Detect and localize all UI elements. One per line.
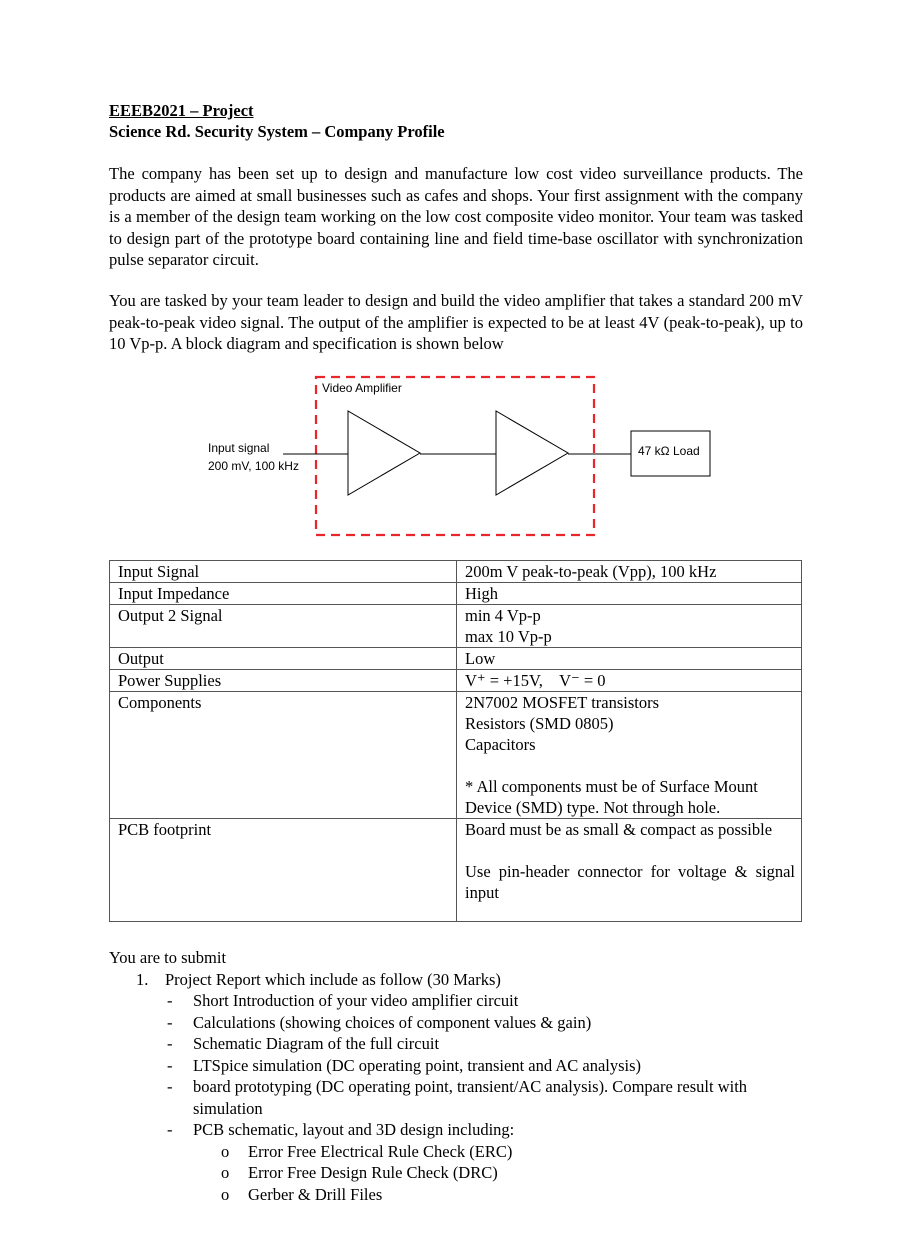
sub-list-item	[109, 1141, 809, 1163]
bullet-text: Schematic Diagram of the full circuit	[193, 1034, 440, 1053]
spacer	[465, 755, 795, 776]
list-intro: You are to submit	[109, 948, 227, 967]
block-diagram	[0, 365, 909, 545]
bullet-text: Calculations (showing choices of component values & gain)	[193, 1012, 592, 1032]
spec-param: Input Signal	[110, 561, 457, 583]
bullet-text: Short Introduction of your video amplifier circuit	[193, 991, 519, 1010]
circle-bullet-icon: o	[221, 1141, 230, 1161]
table-row	[110, 692, 802, 819]
spec-value-line: 2N7002 MOSFET transistors	[465, 693, 660, 712]
spec-value: 200m V peak-to-peak (Vpp), 100 kHz	[457, 561, 802, 583]
spec-param: Power Supplies	[110, 670, 457, 692]
sub-list-item	[109, 1184, 809, 1206]
spec-value-line: Resistors (SMD 0805)	[465, 714, 614, 733]
table-row	[110, 648, 802, 670]
dash-marker: -	[167, 1120, 173, 1139]
dash-marker: -	[167, 1077, 173, 1096]
list-item	[109, 1055, 809, 1077]
company-paragraph: The company has been set up to design and manufacture low cost video surveillance products. The products are aimed at small businesses such as cafes and shops. Your first assignment with the company is a member of the design team working on the low cost composite video monitor. Your team was tasked to design part of the prototype board containing line and field time-base oscillator with synchronization pulse separator circuit.	[109, 164, 803, 270]
video-amplifier-label: Video Amplifier	[322, 381, 402, 395]
spec-value-line: Board must be as small & compact as possible	[465, 820, 773, 839]
specification-table	[109, 560, 802, 922]
spec-param: Components	[110, 692, 457, 819]
circle-bullet-icon: o	[221, 1163, 230, 1182]
spec-value: V⁺ = +15V, V⁻ = 0	[457, 670, 802, 692]
list-item	[109, 1012, 809, 1034]
table-row	[110, 670, 802, 692]
dash-marker: -	[167, 1055, 173, 1075]
spec-value-line: Capacitors	[465, 735, 536, 754]
submission-list	[109, 947, 809, 1205]
list-number: 1.	[136, 969, 149, 989]
spec-value-line: * All components must be of Surface Mount Device (SMD) type. Not through hole.	[465, 777, 758, 817]
amplifier-stage-2	[496, 411, 568, 495]
spec-param: PCB footprint	[110, 819, 457, 922]
list-item	[109, 990, 809, 1012]
table-row	[110, 583, 802, 605]
document-title: Science Rd. Security System – Company Profile	[109, 122, 445, 141]
spec-value	[457, 605, 802, 648]
sub-bullet-text: Error Free Electrical Rule Check (ERC)	[248, 1141, 513, 1161]
dash-marker: -	[167, 991, 173, 1010]
list-item	[109, 1076, 809, 1119]
course-heading: EEEB2021 – Project	[109, 101, 254, 120]
sub-list-item	[109, 1162, 809, 1184]
dash-marker: -	[167, 1012, 173, 1032]
spec-param: Output	[110, 648, 457, 670]
spec-value	[457, 819, 802, 922]
sub-bullet-text: Error Free Design Rule Check (DRC)	[248, 1163, 498, 1182]
table-row	[110, 561, 802, 583]
list-item	[109, 969, 809, 991]
bullet-text: PCB schematic, layout and 3D design including:	[193, 1120, 515, 1139]
dash-marker: -	[167, 1034, 173, 1053]
spacer	[465, 840, 795, 861]
spec-value-line: min 4 Vp-p	[465, 606, 541, 625]
sub-bullet-text: Gerber & Drill Files	[248, 1184, 383, 1204]
spec-value	[457, 692, 802, 819]
spec-value: Low	[457, 648, 802, 670]
bullet-text: LTSpice simulation (DC operating point, transient and AC analysis)	[193, 1055, 642, 1075]
input-signal-label: Input signal	[208, 441, 270, 455]
bullet-text: board prototyping (DC operating point, transient/AC analysis). Compare result with simulation	[193, 1077, 748, 1118]
table-row	[110, 819, 802, 922]
amplifier-stage-1	[348, 411, 420, 495]
spec-param: Output 2 Signal	[110, 605, 457, 648]
list-item	[109, 1119, 809, 1141]
table-row	[110, 605, 802, 648]
spec-value-line: Use pin-header connector for voltage & signal input	[465, 862, 795, 902]
task-paragraph: You are tasked by your team leader to design and build the video amplifier that takes a standard 200 mV peak-to-peak video signal. The output of the amplifier is expected to be at least 4V (peak-to-peak), up to 10 Vp-p. A block diagram and specification is shown below	[109, 291, 803, 354]
spec-value: High	[457, 583, 802, 605]
spec-value-line: max 10 Vp-p	[465, 627, 552, 646]
circle-bullet-icon: o	[221, 1184, 230, 1204]
spec-param: Input Impedance	[110, 583, 457, 605]
load-label: 47 kΩ Load	[638, 444, 700, 458]
list-item-text: Project Report which include as follow (30 Marks)	[165, 969, 501, 989]
list-item	[109, 1033, 809, 1055]
input-spec-label: 200 mV, 100 kHz	[208, 459, 299, 473]
